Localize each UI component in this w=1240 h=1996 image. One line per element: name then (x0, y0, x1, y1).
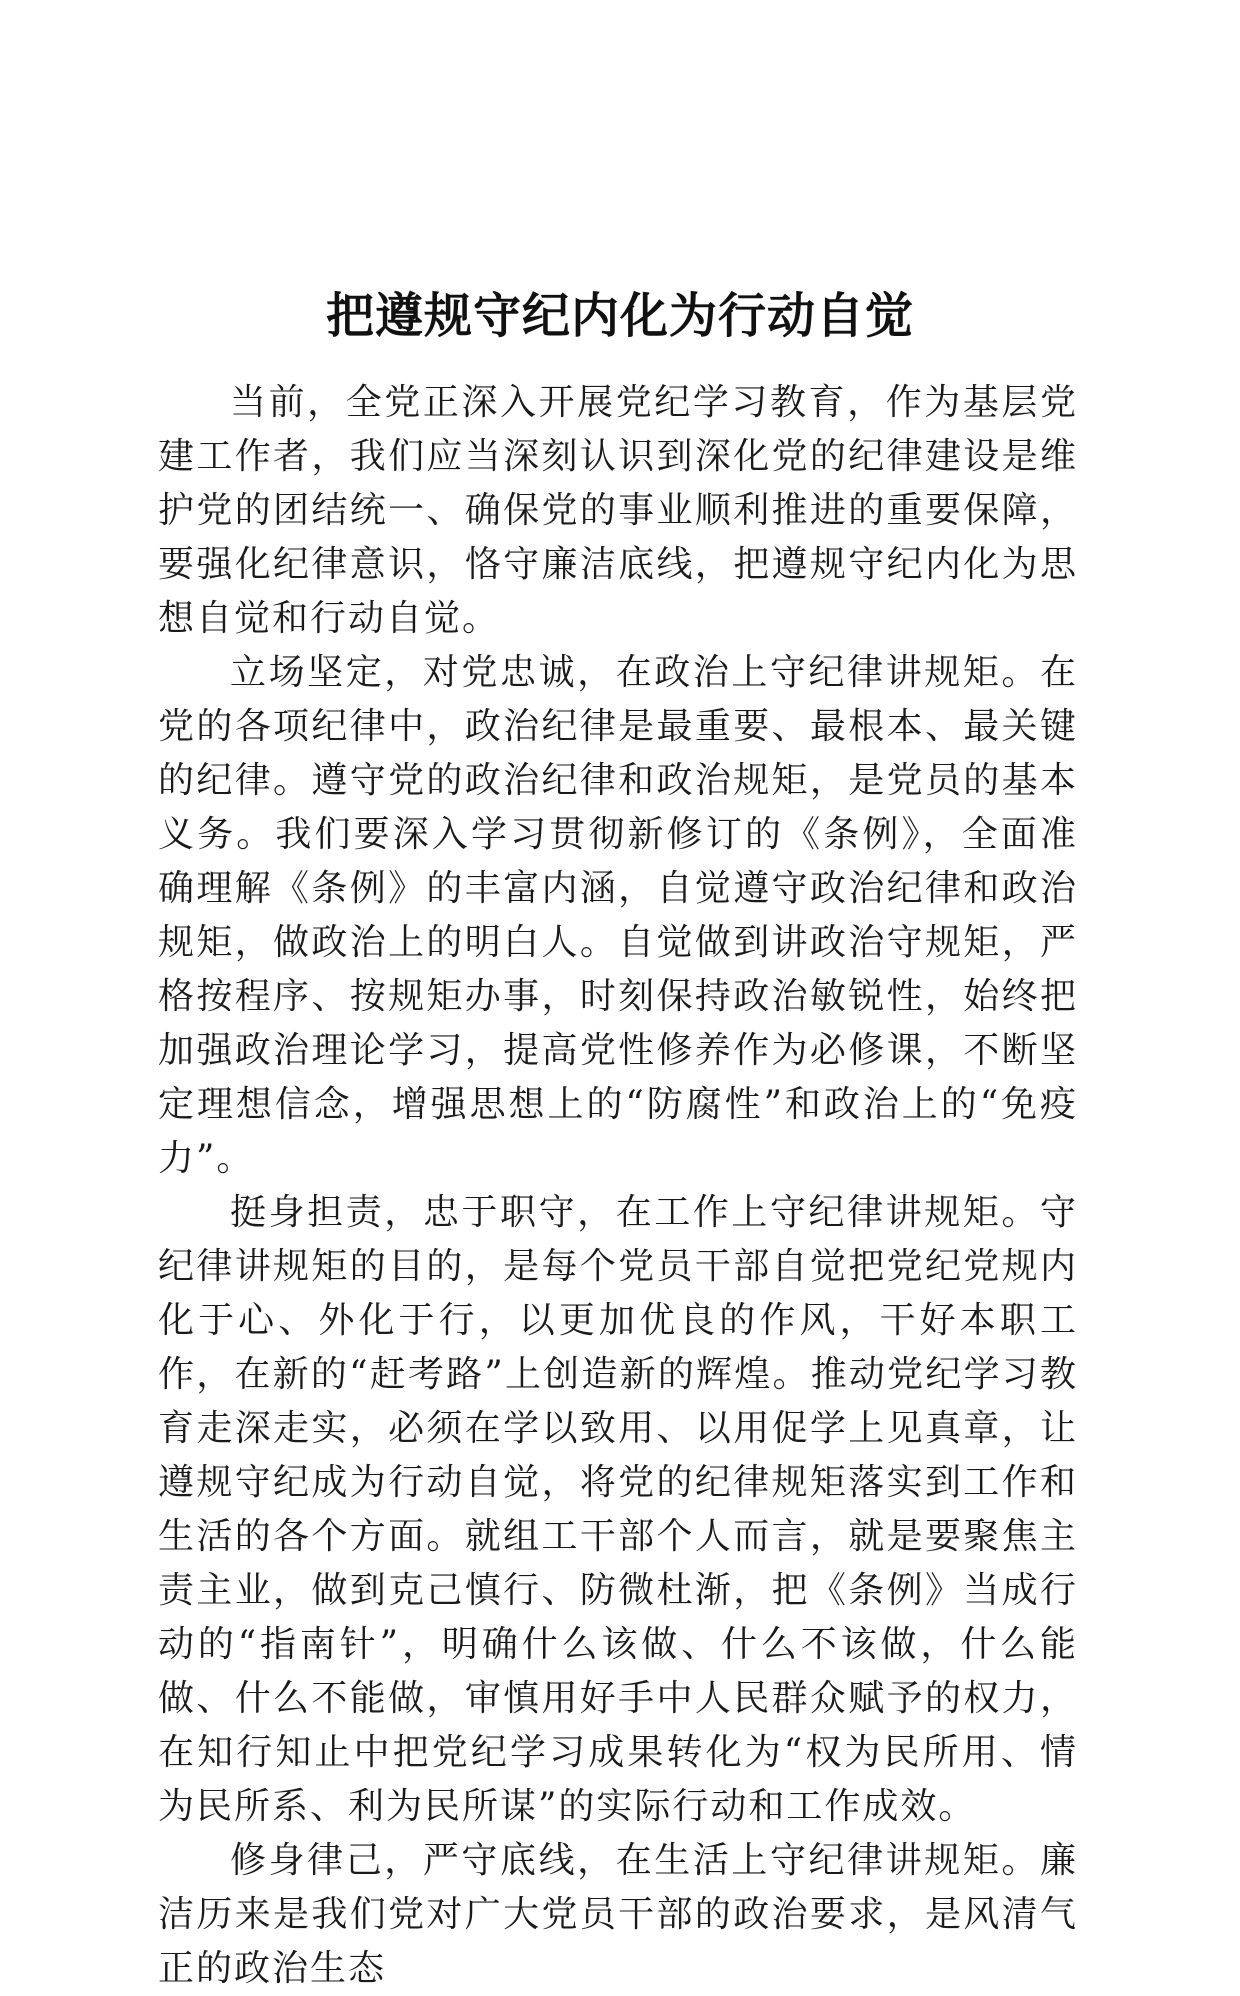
paragraph-political-discipline: 立场坚定，对党忠诚，在政治上守纪律讲规矩。在党的各项纪律中，政治纪律是最重要、最根本、最关键的纪律。遵守党的政治纪律和政治规矩，是党员的基本义务。我们要深入学习贯彻新修订的《条例》，全面准确理解《条例》的丰富内涵，自觉遵守政治纪律和政治规矩，做政治上的明白人。自觉做到讲政治守规矩，严格按程序、按规矩办事，时刻保持政治敏锐性，始终把加强政治理论学习，提高党性修养作为必修课，不断坚定理想信念，增强思想上的“防腐性”和政治上的“免疫力”。 (158, 652, 1078, 1179)
paragraph-work-discipline: 挺身担责，忠于职守，在工作上守纪律讲规矩。守纪律讲规矩的目的，是每个党员干部自觉把党纪党规内化于心、外化于行，以更加优良的作风，干好本职工作，在新的“赶考路”上创造新的辉煌。推动党纪学习教育走深走实，必须在学以致用、以用促学上见真章，让遵规守纪成为行动自觉，将党的纪律规矩落实到工作和生活的各个方面。就组工干部个人而言，就是要聚焦主责主业，做到克己慎行、防微杜渐，把《条例》当成行动的“指南针”，明确什么该做、什么不该做，什么能做、什么不能做，审慎用好手中人民群众赋予的权力，在知行知止中把党纪学习成果转化为“权为民所用、情为民所系、利为民所谋”的实际行动和工作成效。 (158, 1192, 1078, 1827)
document-body (158, 376, 1078, 1996)
paragraph-intro: 当前，全党正深入开展党纪学习教育，作为基层党建工作者，我们应当深刻认识到深化党的纪律建设是维护党的团结统一、确保党的事业顺利推进的重要保障，要强化纪律意识，恪守廉洁底线，把遵规守纪内化为思想自觉和行动自觉。 (158, 382, 1078, 639)
document-title: 把遵规守纪内化为行动自觉 (325, 288, 914, 345)
paragraph-life-discipline: 修身律己，严守底线，在生活上守纪律讲规矩。廉洁历来是我们党对广大党员干部的政治要求，是风清气正的政治生态 (158, 1840, 1078, 1989)
